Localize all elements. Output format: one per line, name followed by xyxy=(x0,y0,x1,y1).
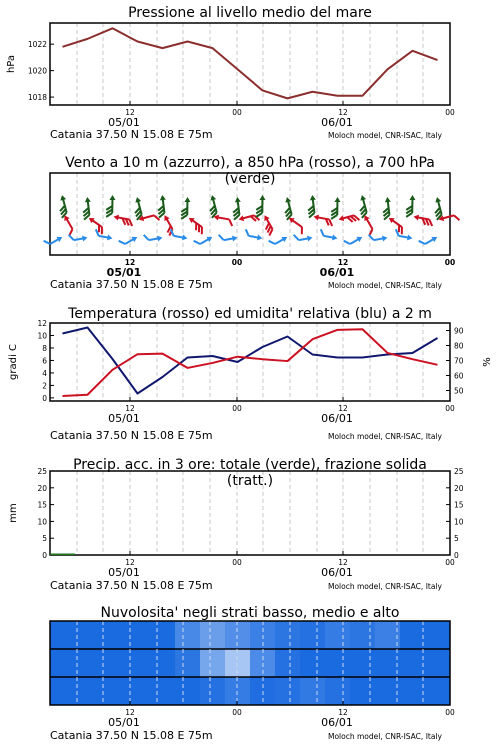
cloud-cell xyxy=(100,621,126,650)
pressure-xtick-label: 00 xyxy=(445,108,455,117)
wind-700-barb xyxy=(56,194,70,218)
wind-credit: Moloch model, CNR-ISAC, Italy xyxy=(328,281,442,290)
cloud-cell xyxy=(225,677,251,706)
clouds-xdate-label: 05/01 xyxy=(108,716,140,729)
precip-xtick-label: 12 xyxy=(338,558,348,567)
pressure-series-line xyxy=(63,28,438,98)
cloud-cell xyxy=(225,649,251,678)
clouds-xtick-label: 00 xyxy=(232,708,242,717)
wind-700-barb xyxy=(206,194,220,218)
temperature-xtick-label: 12 xyxy=(338,404,348,413)
wind-700-barb xyxy=(281,196,295,220)
cloud-cell xyxy=(50,677,76,706)
cloud-cell xyxy=(75,621,101,650)
temperature-ytick-label: 6 xyxy=(42,356,47,366)
precip-location: Catania 37.50 N 15.08 E 75m xyxy=(50,579,213,592)
cloud-cell xyxy=(275,621,301,650)
wind-title: Vento a 10 m (azzurro), a 850 hPa (rosso), a 700 hPa (verde) xyxy=(65,155,435,187)
clouds-credit: Moloch model, CNR-ISAC, Italy xyxy=(328,732,442,741)
cloud-cell xyxy=(200,621,226,650)
precip-xtick-label: 12 xyxy=(125,558,135,567)
precip-ytick-label: 25 xyxy=(37,467,47,476)
humidity-ytick-label: 80 xyxy=(454,341,464,351)
precip-ytick-label-right: 0 xyxy=(454,551,459,560)
temperature-ytick-label: 10 xyxy=(37,331,47,341)
wind-700-barb xyxy=(106,195,115,217)
precip-ytick-label: 5 xyxy=(42,534,47,544)
wind-10m-barb xyxy=(44,232,64,249)
humidity-series-line xyxy=(63,328,438,394)
wind-10m-barb xyxy=(269,232,289,249)
wind-chart xyxy=(0,145,500,295)
humidity-ylabel: % xyxy=(482,357,493,367)
wind-xtick-label: 00 xyxy=(444,258,456,267)
pressure-xtick-label: 12 xyxy=(125,108,135,117)
precip-ylabel: mm xyxy=(8,503,19,523)
wind-850-barb xyxy=(112,214,133,226)
pressure-ytick-label: 1020 xyxy=(27,66,47,76)
wind-700-barb xyxy=(356,194,370,218)
temperature-xtick-label: 00 xyxy=(232,404,242,413)
precip-ytick-label: 15 xyxy=(37,500,47,510)
wind-850-barb xyxy=(259,214,277,236)
wind-10m-barb xyxy=(69,232,88,244)
wind-700-barb xyxy=(431,196,445,220)
wind-700-barb xyxy=(406,195,415,217)
cloud-cell xyxy=(275,677,301,706)
cloud-cell xyxy=(75,649,101,678)
precip-ytick-label-right: 20 xyxy=(454,483,464,493)
temperature-ytick-label: 4 xyxy=(42,368,47,378)
cloud-cell xyxy=(400,677,426,706)
precip-ytick-label-right: 10 xyxy=(454,517,464,527)
cloud-cell xyxy=(300,621,326,650)
wind-10m-barb xyxy=(344,232,364,249)
clouds-panel xyxy=(0,595,500,750)
pressure-ytick-label: 1018 xyxy=(27,93,47,103)
humidity-ytick-label: 50 xyxy=(454,386,464,396)
pressure-panel xyxy=(0,0,500,145)
cloud-cell xyxy=(175,677,201,706)
temperature-chart xyxy=(0,295,500,445)
wind-10m-barb xyxy=(294,232,313,244)
wind-10m-barb xyxy=(244,229,263,241)
temperature-location: Catania 37.50 N 15.08 E 75m xyxy=(50,429,213,442)
cloud-cell xyxy=(225,621,251,650)
cloud-cell xyxy=(125,649,151,678)
pressure-frame xyxy=(50,23,450,105)
pressure-xdate-label: 06/01 xyxy=(321,116,353,129)
cloud-cell xyxy=(75,677,101,706)
clouds-xdate-label: 06/01 xyxy=(321,716,353,729)
temperature-series-line xyxy=(63,329,438,396)
cloud-cell xyxy=(325,649,351,678)
cloud-cell xyxy=(325,621,351,650)
pressure-credit: Moloch model, CNR-ISAC, Italy xyxy=(328,131,442,140)
temperature-ytick-label: 0 xyxy=(42,393,47,403)
wind-10m-barb xyxy=(144,232,163,244)
wind-10m-barb xyxy=(169,229,188,241)
cloud-cell xyxy=(125,677,151,706)
clouds-chart xyxy=(0,595,500,750)
temperature-ytick-label: 12 xyxy=(37,319,47,328)
temperature-panel xyxy=(0,295,500,445)
wind-10m-barb xyxy=(419,232,439,249)
cloud-cell xyxy=(350,621,376,650)
cloud-cell xyxy=(300,677,326,706)
wind-700-barb xyxy=(381,197,393,220)
cloud-cell xyxy=(400,621,426,650)
wind-700-barb xyxy=(156,195,168,218)
wind-10m-barb xyxy=(194,232,214,249)
temperature-ylabel: gradi C xyxy=(8,344,19,380)
wind-xtick-label: 12 xyxy=(337,258,349,267)
cloud-cell xyxy=(425,649,451,678)
humidity-ytick-label: 70 xyxy=(454,356,464,366)
wind-10m-barb xyxy=(119,232,139,249)
precip-bar xyxy=(50,554,75,556)
cloud-cell xyxy=(125,621,151,650)
cloud-cell xyxy=(350,649,376,678)
pressure-ytick-label: 1022 xyxy=(27,40,47,50)
pressure-xdate-label: 05/01 xyxy=(108,116,140,129)
wind-850-barb xyxy=(159,214,177,236)
pressure-title: Pressione al livello medio del mare xyxy=(128,5,372,21)
precip-ytick-label-right: 5 xyxy=(454,534,459,544)
wind-700-barb xyxy=(306,195,318,218)
wind-850-barb xyxy=(338,211,360,225)
pressure-chart xyxy=(0,0,500,145)
wind-10m-barb xyxy=(319,229,338,241)
precip-xtick-label: 00 xyxy=(232,558,242,567)
clouds-xtick-label: 12 xyxy=(338,708,348,717)
precip-title: Precip. acc. in 3 ore: totale (verde), frazione solida (tratt.) xyxy=(73,457,427,489)
precip-ytick-label: 10 xyxy=(37,517,47,527)
wind-xdate-label: 06/01 xyxy=(319,266,355,279)
cloud-cell xyxy=(275,649,301,678)
wind-700-barb xyxy=(131,196,145,220)
temperature-credit: Moloch model, CNR-ISAC, Italy xyxy=(328,432,442,441)
wind-850-barb xyxy=(238,211,260,225)
temperature-ytick-label: 8 xyxy=(42,343,47,353)
cloud-cell xyxy=(300,649,326,678)
precip-xdate-label: 05/01 xyxy=(108,566,140,579)
precip-chart xyxy=(0,445,500,595)
precip-frame xyxy=(50,471,450,555)
temperature-ytick-label: 2 xyxy=(42,381,47,391)
cloud-cell xyxy=(150,621,176,650)
wind-xdate-label: 05/01 xyxy=(106,266,142,279)
clouds-xtick-label: 12 xyxy=(125,708,135,717)
temperature-title: Temperatura (rosso) ed umidita' relativa (blu) a 2 m xyxy=(68,306,432,322)
wind-10m-barb xyxy=(219,232,238,244)
cloud-cell xyxy=(150,649,176,678)
cloud-cell xyxy=(50,621,76,650)
temperature-xtick-label: 12 xyxy=(125,404,135,413)
cloud-cell xyxy=(200,677,226,706)
pressure-xtick-label: 00 xyxy=(232,108,242,117)
wind-700-barb xyxy=(231,197,243,220)
cloud-cell xyxy=(175,621,201,650)
wind-850-barb xyxy=(185,215,207,234)
clouds-location: Catania 37.50 N 15.08 E 75m xyxy=(50,729,213,742)
cloud-cell xyxy=(175,649,201,678)
wind-panel xyxy=(0,145,500,295)
pressure-xtick-label: 12 xyxy=(338,108,348,117)
temperature-xtick-label: 00 xyxy=(445,404,455,413)
precip-xdate-label: 06/01 xyxy=(321,566,353,579)
cloud-cell xyxy=(50,649,76,678)
cloud-cell xyxy=(400,649,426,678)
wind-10m-barb xyxy=(94,229,113,241)
precip-ytick-label-right: 15 xyxy=(454,500,464,510)
precip-ytick-label-right: 25 xyxy=(454,467,464,476)
temperature-frame xyxy=(50,323,450,401)
cloud-cell xyxy=(100,677,126,706)
wind-700-barb xyxy=(81,197,93,220)
pressure-ylabel: hPa xyxy=(6,54,17,74)
wind-xtick-label: 00 xyxy=(231,258,243,267)
wind-700-barb xyxy=(256,195,265,217)
pressure-location: Catania 37.50 N 15.08 E 75m xyxy=(50,128,213,141)
precip-ytick-label: 0 xyxy=(42,551,47,560)
temperature-xdate-label: 05/01 xyxy=(108,412,140,425)
cloud-cell xyxy=(350,677,376,706)
temperature-xdate-label: 06/01 xyxy=(321,412,353,425)
precip-xtick-label: 00 xyxy=(445,558,455,567)
wind-850-barb xyxy=(212,214,233,226)
cloud-cell xyxy=(425,621,451,650)
cloud-cell xyxy=(325,677,351,706)
clouds-xtick-label: 00 xyxy=(445,708,455,717)
clouds-title: Nuvolosita' negli strati basso, medio e alto xyxy=(100,605,400,621)
precip-credit: Moloch model, CNR-ISAC, Italy xyxy=(328,582,442,591)
cloud-cell xyxy=(425,677,451,706)
cloud-cell xyxy=(200,649,226,678)
humidity-ytick-label: 90 xyxy=(454,326,464,336)
cloud-cell xyxy=(150,677,176,706)
wind-location: Catania 37.50 N 15.08 E 75m xyxy=(50,278,213,291)
wind-700-barb xyxy=(331,197,340,219)
wind-850-barb xyxy=(312,214,333,226)
wind-10m-barb xyxy=(369,232,388,244)
cloud-cell xyxy=(100,649,126,678)
humidity-ytick-label: 60 xyxy=(454,371,464,381)
wind-xtick-label: 12 xyxy=(124,258,136,267)
precip-ytick-label: 20 xyxy=(37,483,47,493)
precip-panel xyxy=(0,445,500,595)
